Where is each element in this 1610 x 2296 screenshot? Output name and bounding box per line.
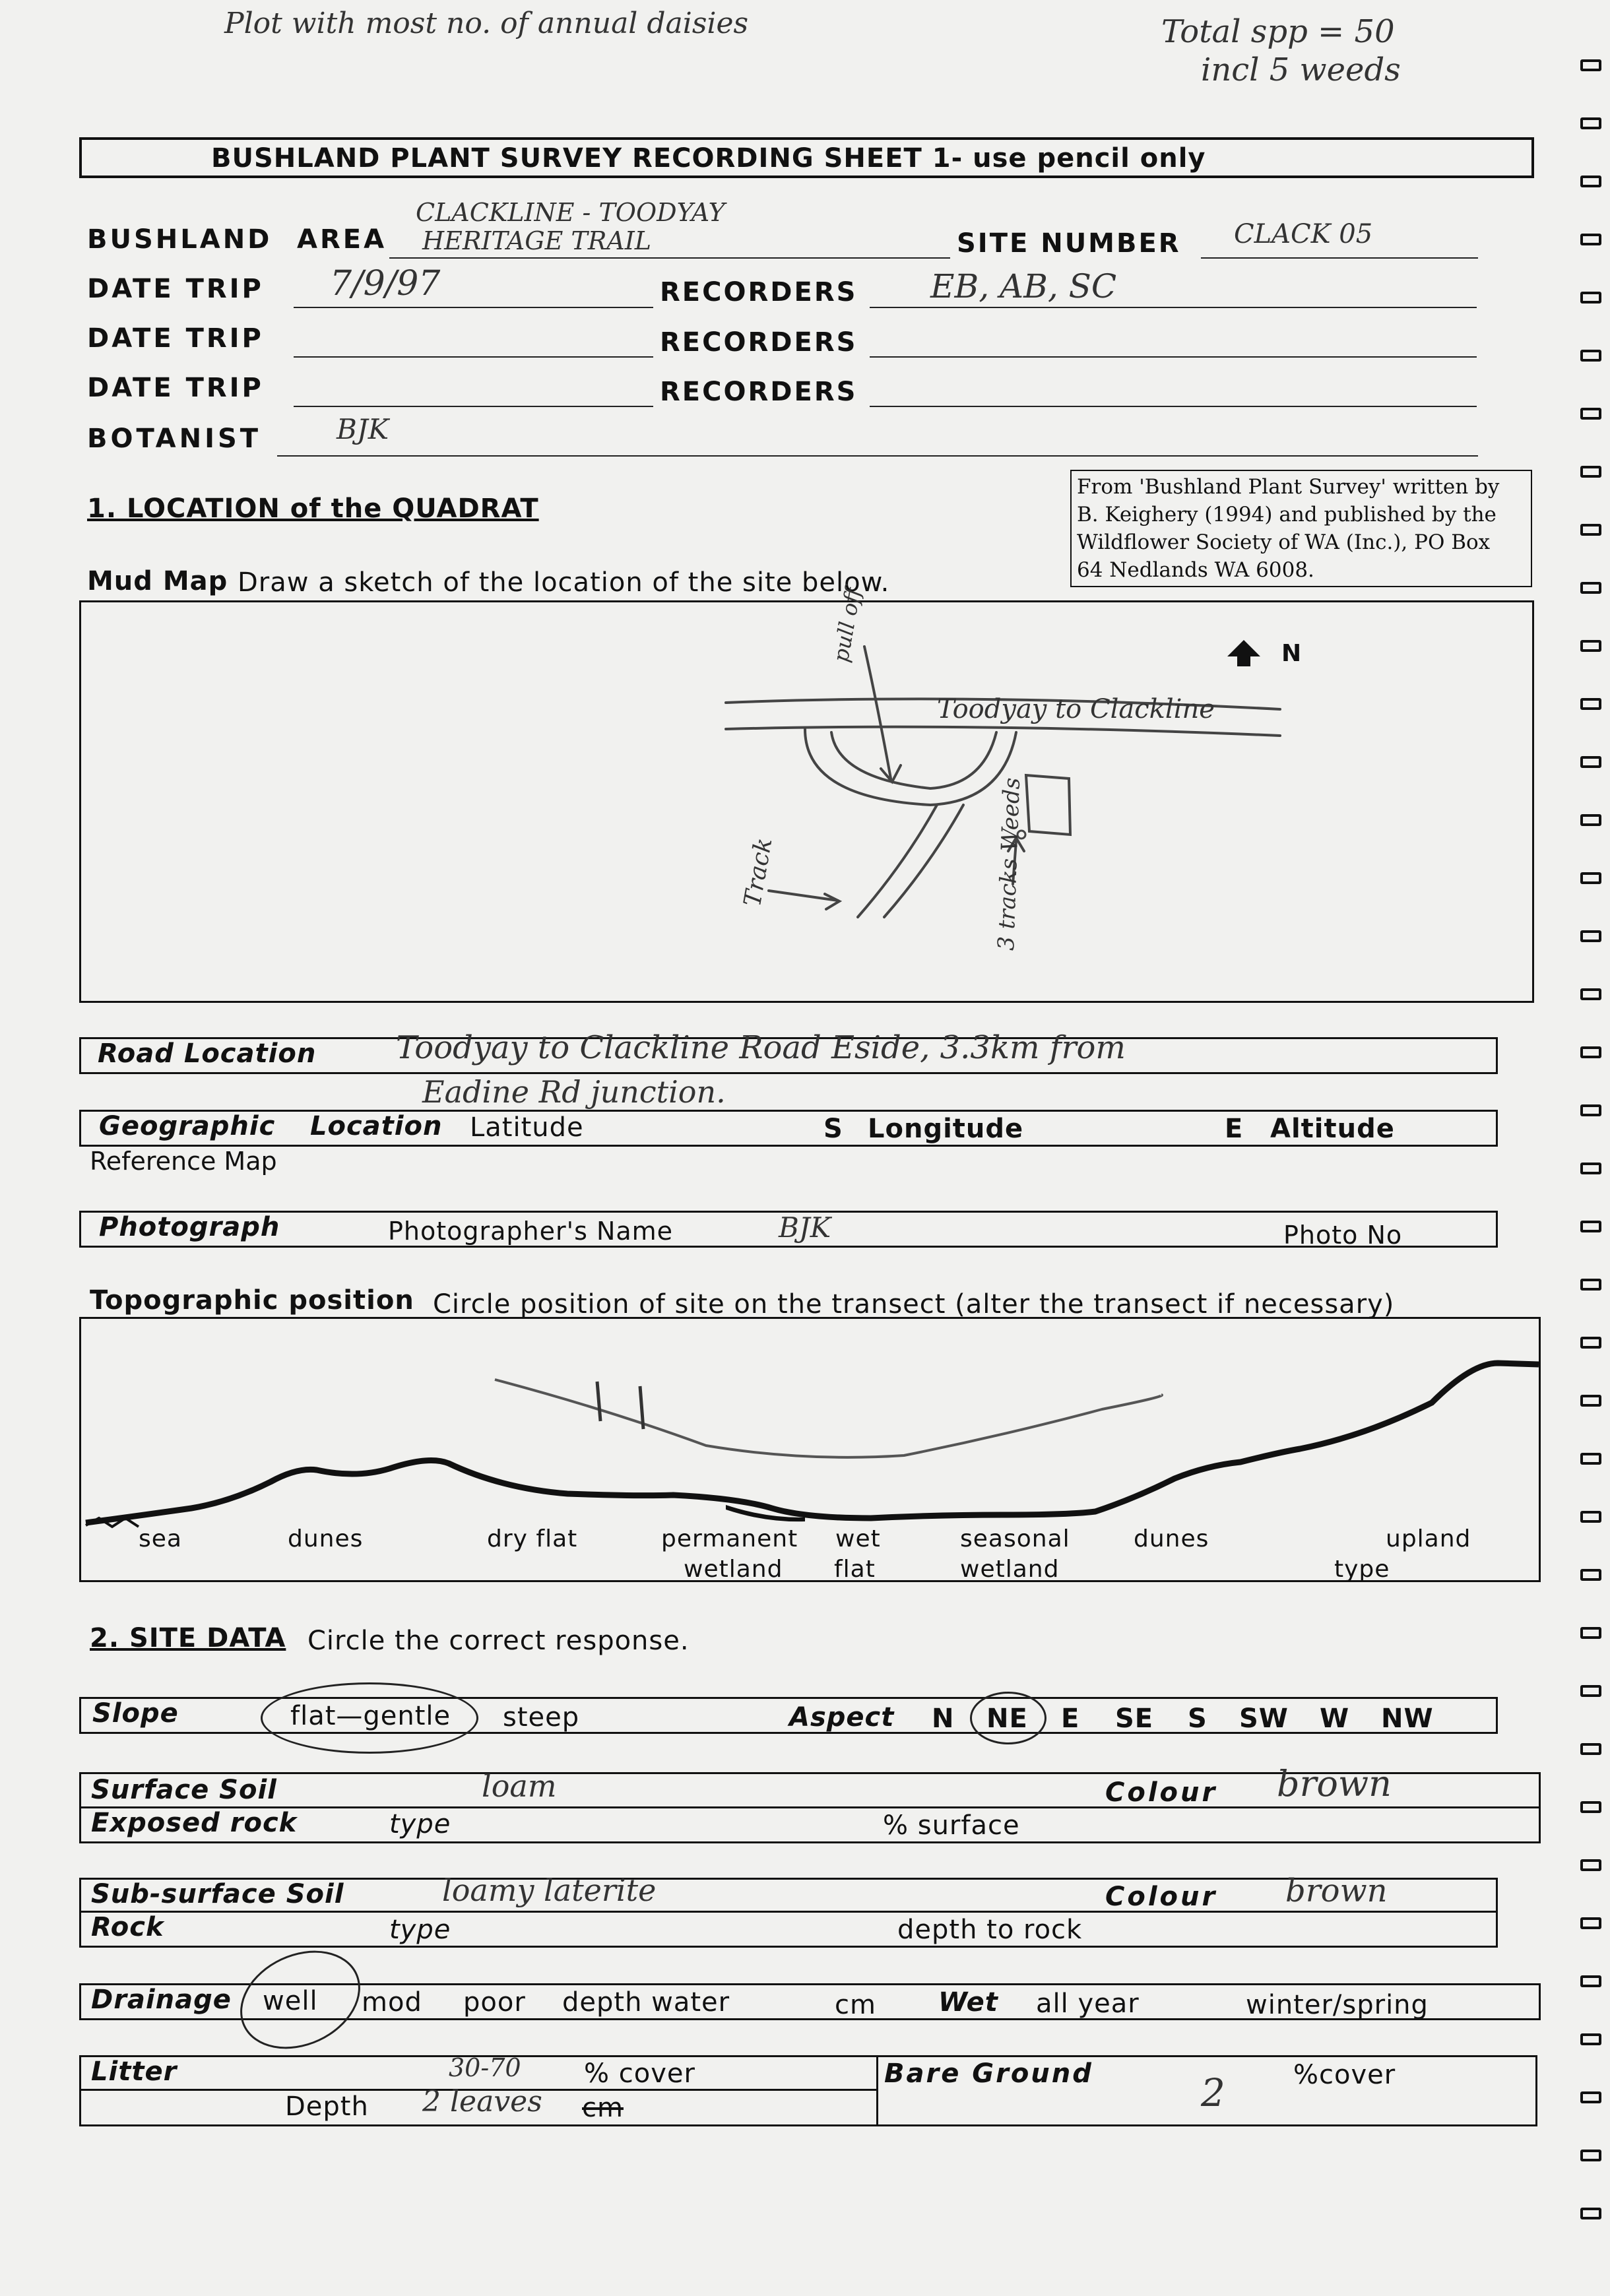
binding-hole bbox=[1580, 292, 1601, 303]
binding-hole bbox=[1580, 1511, 1601, 1523]
aspect-w[interactable]: W bbox=[1320, 1704, 1350, 1734]
wet-winter-spring[interactable]: winter/spring bbox=[1246, 1990, 1429, 2020]
road-note: Toodyay to Clackline bbox=[937, 694, 1215, 724]
botanist-underline bbox=[277, 455, 1478, 457]
mud-map-label: Mud Map bbox=[87, 566, 228, 596]
slope-label: Slope bbox=[92, 1698, 179, 1729]
aspect-s[interactable]: S bbox=[1188, 1704, 1208, 1734]
surface-colour-value: brown bbox=[1277, 1763, 1392, 1804]
binding-hole bbox=[1580, 756, 1601, 768]
longitude-e-label: E bbox=[1225, 1114, 1244, 1144]
transect-label-upland: upland bbox=[1386, 1525, 1471, 1552]
drainage-well[interactable]: well bbox=[263, 1986, 318, 2016]
aspect-n[interactable]: N bbox=[932, 1704, 955, 1734]
binding-hole bbox=[1580, 930, 1601, 942]
citation-line-1: From 'Bushland Plant Survey' written by bbox=[1077, 475, 1500, 499]
recorders-underline-2 bbox=[870, 356, 1477, 358]
road-location-label: Road Location bbox=[98, 1038, 317, 1069]
aspect-ne[interactable]: NE bbox=[986, 1704, 1028, 1734]
binding-hole bbox=[1580, 350, 1601, 362]
area-value-1: CLACKLINE - TOODYAY bbox=[416, 198, 725, 227]
binding-hole bbox=[1580, 1743, 1601, 1755]
recorders-label-2: RECORDERS bbox=[660, 327, 858, 358]
binding-hole bbox=[1580, 814, 1601, 826]
north-label: N bbox=[1281, 640, 1303, 667]
spiral-binding bbox=[1580, 59, 1610, 2289]
binding-hole bbox=[1580, 988, 1601, 1000]
depth-to-rock-label: depth to rock bbox=[897, 1915, 1083, 1945]
aspect-label: Aspect bbox=[789, 1702, 895, 1733]
binding-hole bbox=[1580, 582, 1601, 594]
subsurface-colour-label: Colour bbox=[1105, 1882, 1218, 1912]
botanist-label: BOTANIST bbox=[87, 424, 262, 454]
binding-hole bbox=[1580, 872, 1601, 884]
binding-hole bbox=[1580, 1917, 1601, 1929]
citation-line-4: 64 Nedlands WA 6008. bbox=[1077, 558, 1314, 582]
photo-no-label: Photo No bbox=[1283, 1221, 1403, 1250]
photographer-value: BJK bbox=[779, 1211, 831, 1244]
date-trip-label-2: DATE TRIP bbox=[87, 323, 264, 354]
mud-map-instruction: Draw a sketch of the location of the site below. bbox=[238, 567, 890, 598]
slope-steep[interactable]: steep bbox=[503, 1702, 580, 1733]
page-title: BUSHLAND PLANT SURVEY RECORDING SHEET 1- use pencil only bbox=[211, 143, 1206, 174]
subsurface-colour-value: brown bbox=[1285, 1872, 1388, 1909]
weeds-note: incl 5 weeds bbox=[1201, 51, 1401, 88]
binding-hole bbox=[1580, 1104, 1601, 1116]
section2-heading: 2. SITE DATA bbox=[90, 1623, 286, 1653]
transect-label-dunes: dunes bbox=[288, 1525, 364, 1552]
subsurface-soil-value: loamy laterite bbox=[442, 1872, 657, 1908]
transect-label-flat: flat bbox=[834, 1556, 876, 1583]
exposed-rock-label: Exposed rock bbox=[91, 1808, 298, 1838]
depth-water-cm: cm bbox=[835, 1990, 876, 2020]
binding-hole bbox=[1580, 2150, 1601, 2161]
site-number-value: CLACK 05 bbox=[1234, 219, 1373, 249]
total-species-note: Total spp = 50 bbox=[1161, 13, 1395, 50]
binding-hole bbox=[1580, 1395, 1601, 1407]
slope-flat-gentle[interactable]: flat—gentle bbox=[290, 1701, 451, 1731]
transect-label-wet: wet bbox=[835, 1525, 881, 1552]
litter-cover-value: 30-70 bbox=[449, 2053, 521, 2082]
binding-hole bbox=[1580, 1046, 1601, 1058]
photographer-label: Photographer's Name bbox=[388, 1217, 674, 1246]
aspect-sw[interactable]: SW bbox=[1239, 1704, 1289, 1734]
site-number-label: SITE NUMBER bbox=[957, 228, 1181, 259]
citation-line-3: Wildflower Society of WA (Inc.), PO Box bbox=[1077, 530, 1491, 554]
exposed-rock-type-label: type bbox=[389, 1809, 451, 1839]
subsurface-soil-label: Sub-surface Soil bbox=[91, 1879, 344, 1909]
rock-label: Rock bbox=[91, 1912, 164, 1942]
surface-soil-value: loam bbox=[482, 1768, 557, 1804]
transect-label-seasonal: seasonal bbox=[960, 1525, 1070, 1552]
photograph-label: Photograph bbox=[99, 1212, 280, 1242]
geographic-location-label: Location bbox=[310, 1111, 443, 1141]
binding-hole bbox=[1580, 1279, 1601, 1291]
aspect-e[interactable]: E bbox=[1061, 1704, 1080, 1734]
surface-soil-separator bbox=[79, 1806, 1541, 1808]
binding-hole bbox=[1580, 2033, 1601, 2045]
aspect-se[interactable]: SE bbox=[1115, 1704, 1154, 1734]
mud-map-sketch bbox=[79, 600, 1534, 1003]
binding-hole bbox=[1580, 1801, 1601, 1813]
bushland-label: BUSHLAND bbox=[87, 224, 273, 255]
recorders-underline-3 bbox=[870, 406, 1477, 407]
recorders-label-1: RECORDERS bbox=[660, 277, 858, 307]
subsurface-soil-separator bbox=[79, 1911, 1498, 1913]
transect-label-seasonal-wetland: wetland bbox=[960, 1556, 1060, 1583]
date-trip-label-3: DATE TRIP bbox=[87, 373, 264, 403]
binding-hole bbox=[1580, 408, 1601, 420]
drainage-poor[interactable]: poor bbox=[463, 1987, 526, 2018]
date-trip-label-1: DATE TRIP bbox=[87, 274, 264, 304]
recorders-value-1: EB, AB, SC bbox=[930, 267, 1117, 305]
binding-hole bbox=[1580, 1975, 1601, 1987]
transect-label-permanent: permanent bbox=[661, 1525, 798, 1552]
binding-hole bbox=[1580, 117, 1601, 129]
binding-hole bbox=[1580, 1163, 1601, 1174]
binding-hole bbox=[1580, 2091, 1601, 2103]
geographic-label: Geographic bbox=[99, 1111, 276, 1141]
binding-hole bbox=[1580, 1685, 1601, 1697]
litter-depth-label: Depth bbox=[285, 2091, 369, 2122]
reference-map-label: Reference Map bbox=[90, 1147, 277, 1176]
binding-hole bbox=[1580, 175, 1601, 187]
site-number-underline bbox=[1201, 257, 1478, 259]
transect-label-wetland: wetland bbox=[684, 1556, 783, 1583]
binding-hole bbox=[1580, 466, 1601, 478]
longitude-label: Longitude bbox=[868, 1114, 1024, 1144]
surface-soil-label: Surface Soil bbox=[91, 1775, 277, 1805]
bare-ground-cover-label: %cover bbox=[1293, 2060, 1396, 2090]
weeds-map-note: 3 tracks Weeds bbox=[993, 777, 1026, 951]
binding-hole bbox=[1580, 698, 1601, 710]
bare-ground-label: Bare Ground bbox=[884, 2058, 1093, 2089]
drainage-label: Drainage bbox=[91, 1985, 232, 2015]
top-note: Plot with most no. of annual daisies bbox=[224, 7, 749, 40]
transect-label-dry-flat: dry flat bbox=[487, 1525, 578, 1552]
binding-hole bbox=[1580, 640, 1601, 652]
rock-type-label: type bbox=[389, 1915, 451, 1945]
binding-hole bbox=[1580, 1453, 1601, 1465]
area-label: AREA bbox=[297, 224, 387, 255]
litter-cover-label: % cover bbox=[584, 2058, 695, 2089]
recorders-underline-1 bbox=[870, 307, 1477, 308]
litter-cm-struck: cm bbox=[582, 2093, 624, 2123]
litter-depth-value: 2 leaves bbox=[422, 2085, 542, 2119]
surface-colour-label: Colour bbox=[1105, 1777, 1218, 1808]
binding-hole bbox=[1580, 2208, 1601, 2219]
drainage-mod[interactable]: mod bbox=[362, 1987, 422, 2018]
transect-label-sea: sea bbox=[139, 1525, 182, 1552]
recorders-label-3: RECORDERS bbox=[660, 377, 858, 407]
litter-divider bbox=[876, 2055, 878, 2126]
road-location-value-2: Eadine Rd junction. bbox=[422, 1074, 726, 1110]
transect-label-type: type bbox=[1334, 1556, 1390, 1583]
road-location-value-1: Toodyay to Clackline Road Eside, 3.3km from bbox=[396, 1029, 1126, 1066]
area-value-2: HERITAGE TRAIL bbox=[422, 226, 652, 255]
date-trip-value-1: 7/9/97 bbox=[330, 264, 441, 303]
altitude-label: Altitude bbox=[1270, 1114, 1395, 1144]
bare-ground-value: 2 bbox=[1201, 2070, 1225, 2115]
binding-hole bbox=[1580, 1569, 1601, 1581]
binding-hole bbox=[1580, 59, 1601, 71]
section1-heading: 1. LOCATION of the QUADRAT bbox=[87, 494, 539, 524]
transect-label-dunes-2: dunes bbox=[1134, 1525, 1209, 1552]
wet-label: Wet bbox=[938, 1987, 998, 2018]
date-underline-2 bbox=[294, 356, 653, 358]
binding-hole bbox=[1580, 524, 1601, 536]
binding-hole bbox=[1580, 1859, 1601, 1871]
area-underline bbox=[389, 257, 950, 259]
date-underline-1 bbox=[294, 307, 653, 308]
aspect-nw[interactable]: NW bbox=[1381, 1704, 1434, 1734]
binding-hole bbox=[1580, 234, 1601, 245]
latitude-label: Latitude bbox=[470, 1112, 584, 1143]
date-underline-3 bbox=[294, 406, 653, 407]
citation-line-2: B. Keighery (1994) and published by the bbox=[1077, 503, 1497, 526]
surface-percent-label: % surface bbox=[883, 1810, 1020, 1841]
binding-hole bbox=[1580, 1627, 1601, 1639]
binding-hole bbox=[1580, 1337, 1601, 1349]
topographic-label: Topographic position bbox=[90, 1285, 414, 1316]
wet-all-year[interactable]: all year bbox=[1036, 1989, 1140, 2019]
section2-instruction: Circle the correct response. bbox=[307, 1626, 690, 1656]
binding-hole bbox=[1580, 1221, 1601, 1232]
pull-off-note: pull off bbox=[828, 586, 866, 664]
botanist-value: BJK bbox=[337, 413, 389, 445]
depth-water-label: depth water bbox=[562, 1987, 730, 2018]
latitude-s-label: S bbox=[823, 1114, 843, 1144]
litter-label: Litter bbox=[91, 2057, 177, 2087]
topographic-instruction: Circle position of site on the transect (alter the transect if necessary) bbox=[433, 1289, 1395, 1320]
track-note: Track bbox=[739, 835, 778, 909]
